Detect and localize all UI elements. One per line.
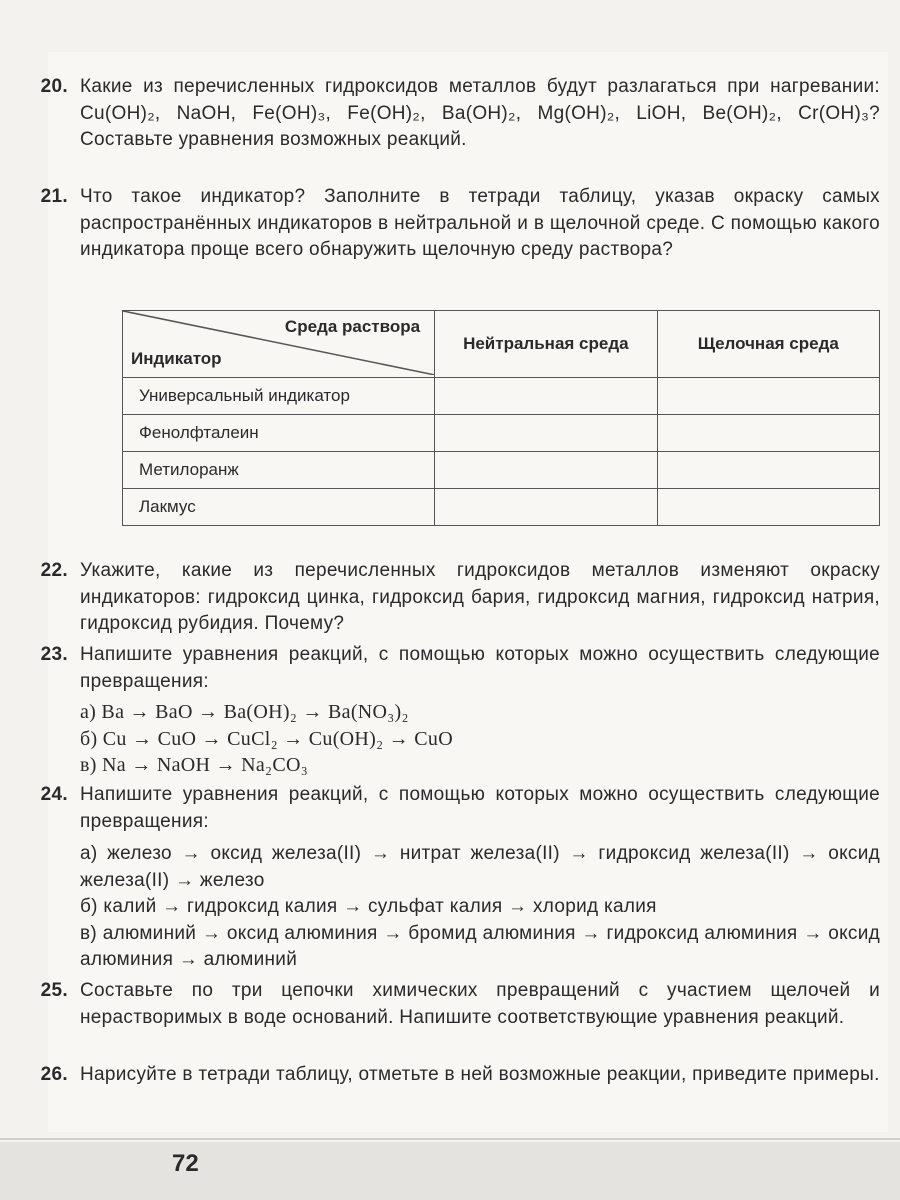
- task-number: 20.: [40, 76, 68, 97]
- page-number: 72: [172, 1150, 199, 1177]
- corner-top-label: Среда раствора: [284, 317, 421, 336]
- task-26: [40, 1062, 880, 1089]
- corner-bottom-label: Индикатор: [131, 348, 222, 368]
- task-text: Укажите, какие из перечисленных гидроксидов металлов изменяют окраску индикаторов: гидроксид цинка, гидроксид бария, гидроксид магния, гидроксид натрия, гидроксид рубидия. Почему?: [80, 560, 880, 634]
- task-number: 26.: [40, 1064, 68, 1085]
- empty-cell: [435, 451, 658, 488]
- task-text: Нарисуйте в тетради таблицу, отметьте в ней возможные реакции, приведите примеры.: [80, 1064, 880, 1085]
- empty-cell: [435, 414, 658, 451]
- task-number: 21.: [40, 186, 68, 207]
- row-label: Фенолфталеин: [123, 414, 435, 451]
- task-21: [40, 184, 880, 264]
- column-header-alkaline: Щелочная среда: [657, 311, 879, 378]
- task-text: Напишите уравнения реакций, с помощью которых можно осуществить следующие превращения:: [80, 644, 880, 692]
- page-footer: [0, 1142, 900, 1200]
- footer-divider: [0, 1138, 900, 1140]
- empty-cell: [657, 451, 879, 488]
- chain-a: а) Ba → BaO → Ba(OH)₂ → Ba(NO₃)₂: [80, 701, 409, 723]
- task-22: [40, 558, 880, 638]
- table-row: [123, 377, 880, 414]
- empty-cell: [435, 377, 658, 414]
- task-23: [40, 642, 880, 779]
- table-corner-cell: [123, 311, 435, 378]
- table-row: [123, 451, 880, 488]
- table-row: [123, 488, 880, 525]
- task-text: Что такое индикатор? Заполните в тетради таблицу, указав окраску самых распространённых индикаторов в нейтральной и в щелочной среде. С помощью какого индикатора проще всего обнаружить щелочную среду раствора?: [80, 186, 880, 260]
- empty-cell: [657, 488, 879, 525]
- chain-a: а) железо → оксид железа(II) → нитрат железа(II) → гидроксид железа(II) → оксид железа(II) → железо: [80, 843, 880, 891]
- task-number: 23.: [40, 644, 68, 665]
- empty-cell: [657, 414, 879, 451]
- task-text: Напишите уравнения реакций, с помощью которых можно осуществить следующие превращения:: [80, 784, 880, 832]
- column-header-neutral: Нейтральная среда: [435, 311, 658, 378]
- task-20: [40, 74, 880, 154]
- chain-c: в) Na → NaOH → Na₂CO₃: [80, 754, 308, 776]
- row-label: Универсальный индикатор: [123, 377, 435, 414]
- empty-cell: [657, 377, 879, 414]
- task-number: 22.: [40, 560, 68, 581]
- task-number: 25.: [40, 980, 68, 1001]
- chain-b: б) Cu → CuO → CuCl₂ → Cu(OH)₂ → CuO: [80, 727, 453, 750]
- task-24: [40, 782, 880, 974]
- chain-b: б) калий → гидроксид калия → сульфат калия → хлорид калия: [80, 896, 657, 917]
- empty-cell: [435, 488, 658, 525]
- task-text: Составьте по три цепочки химических превращений с участием щелочей и нерастворимых в воде оснований. Напишите соответствующие уравнения реакций.: [80, 980, 880, 1028]
- chain-c: в) алюминий → оксид алюминия → бромид алюминия → гидроксид алюминия → оксид алюминия → алюминий: [80, 922, 880, 970]
- task-25: [40, 978, 880, 1031]
- indicator-table: [122, 310, 880, 526]
- row-label: Метилоранж: [123, 451, 435, 488]
- task-text: Какие из перечисленных гидроксидов металлов будут разлагаться при нагревании: Cu(OH)₂, NaOH, Fe(OH)₃, Fe(OH)₂, Ba(OH)₂, Mg(OH)₂, LiOH, Be(OH)₂, Cr(OH)₃? Составьте уравнения возможных реакций.: [80, 76, 880, 150]
- table-row: [123, 414, 880, 451]
- row-label: Лакмус: [123, 488, 435, 525]
- task-number: 24.: [40, 784, 68, 805]
